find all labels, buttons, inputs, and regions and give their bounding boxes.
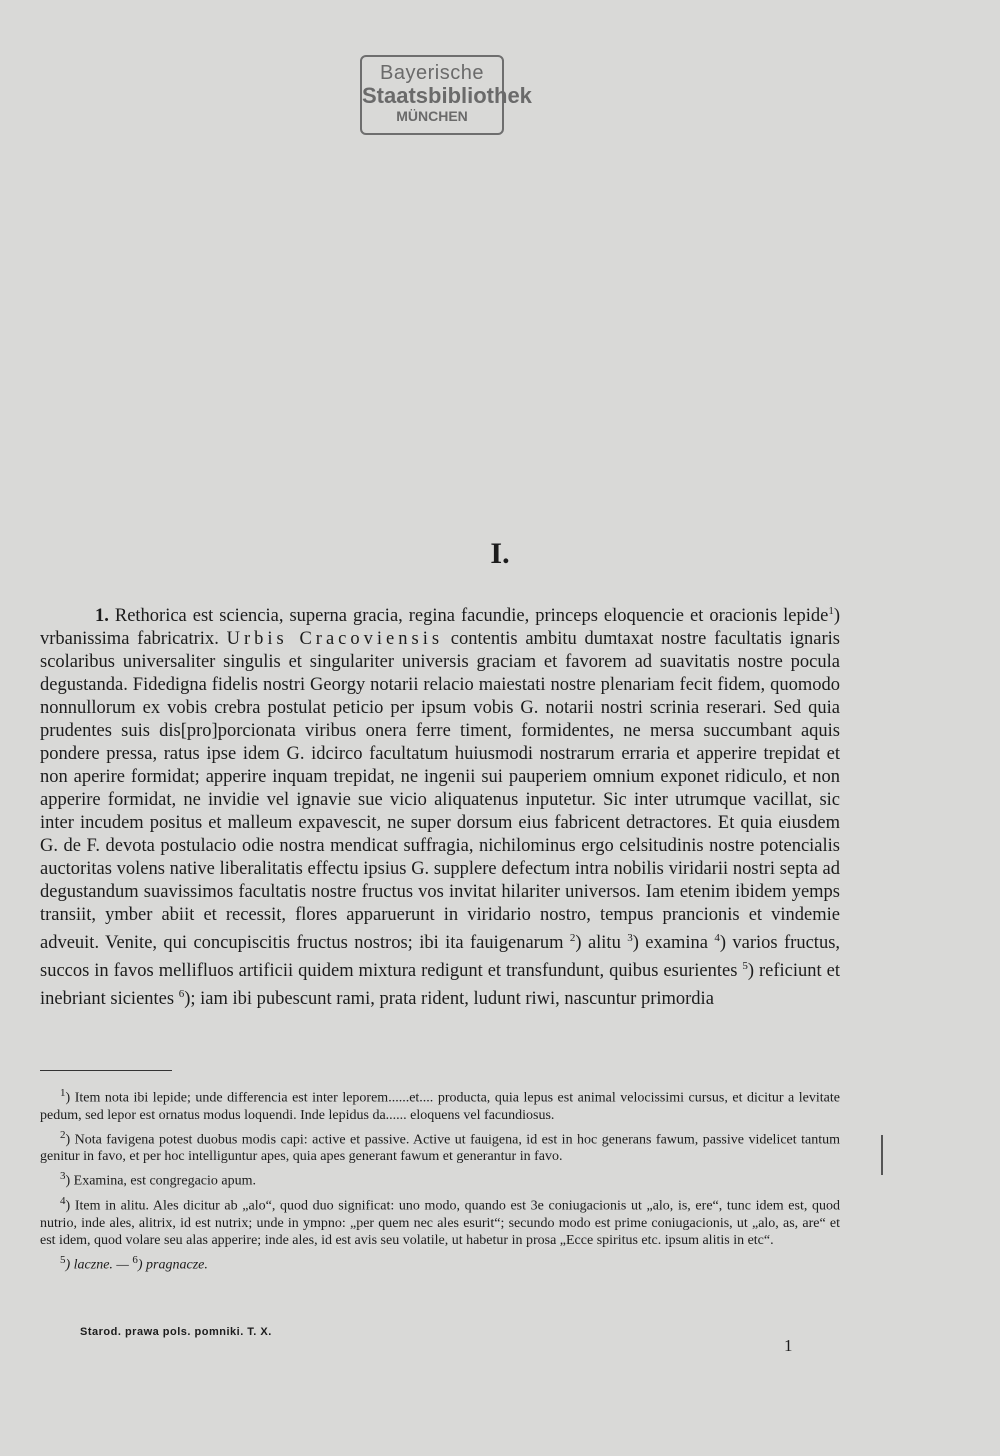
footnote-mark: 4: [60, 1194, 66, 1207]
text-h: ); iam ibi pubescunt rami, prata rident, ludunt riwi, nascuntur primordia: [184, 989, 714, 1010]
footnote: [40, 1168, 840, 1190]
stamp-line-3: MÜNCHEN: [396, 108, 468, 124]
footnote: [40, 1193, 840, 1249]
text-b: ) vrbanissima fabricatrix.: [40, 606, 840, 650]
footnote-text: ) Nota favigena potest duobus modis capi: active et passive. Active ut fauigena, id est in hoc generans fawum, passive videlicet tantum genitur in favo, et per hoc intelliguntur apes, quia apes generant fawum et generantur in favo.: [40, 1132, 840, 1165]
footnote-mark: 2: [60, 1128, 66, 1141]
paragraph-text: [40, 600, 840, 1012]
page-number: 1: [784, 1336, 793, 1355]
text-g: ) reficiunt et inebriant sicientes: [40, 961, 840, 1010]
paragraph-number: 1.: [95, 606, 109, 627]
spaced-phrase: Urbis Cracoviensis: [226, 629, 444, 650]
footnotes: [40, 1085, 840, 1276]
footnote-mark: 6: [132, 1253, 138, 1266]
text-a: Rethorica est sciencia, superna gracia, regina facundie, princeps eloquencie et oracionis lepide: [108, 606, 829, 627]
footnote-mark: 1: [60, 1087, 66, 1099]
stamp-line-1: Bayerische: [380, 62, 484, 84]
library-stamp: [360, 55, 532, 135]
text-d: ) alitu: [575, 933, 628, 954]
margin-mark: [881, 1135, 883, 1175]
footnote-text: ) Item in alitu. Ales dicitur ab „alo“, quod duo significat: uno modo, quando est 3e coniugacionis ut „alo, is, ere“, tunc idem est, quod nutrio, inde ales, alitrix, id est nutrix; unde in ympno: „per quem nec ales esurit“; secundo modo est prime coniugacionis, ut „alo, as, are“ et est idem, quod volare seu alas apperire; inde ales, id est avis seu volatile, ut habetur in prosa „Ecce spiritus etc. ipsum alitis in etc“.: [40, 1198, 840, 1248]
footnote-ref-6: 6: [178, 988, 185, 1001]
footnote: [40, 1252, 840, 1274]
text-e: ) examina: [632, 933, 715, 954]
text-c: contentis ambitu dumtaxat nostre facultatis ignaris scolaribus universaliter singulis et singulariter universis graciam et favorem ad suavitatis nostre pocula degustanda. Fidedigna fidelis nostri Georgy notarii relacio maiestati nostre plenariam fecit fidem, quomodo nonnullorum ex vobis crebra postulat peticio per ipsum vobis G. notarii nostri scrinia reserari. Sed quia prudentes suis dis[pro]porcionata viribus onera ferre timent, formidentes, ne mersa succumbant aquis pondere pressa, ratus ipse idem G. idcirco facultatum huiusmodi nostrarum erraria et apperire trepidat et non aperire formidat; apperire inquam trepidat, ne ingenii sui pauperiem omnium exponet ridiculo, et non apperire formidat, ne invidie vel ignavie sue vicio aliquatenus inputetur. Sic inter utrumque vacillat, sic inter incudem positus et malleum expavescit, ne super dorsum eius fabricent detractores. Et quia eiusdem G. de F. devota postulacio odie nostra mendicat suffragia, nichilominus ergo celsitudinis nostre potencialis auctoritas volens native liberalitatis effectu ipsius G. supplere defectum intra nobilis viridarii nostri septa ad degustandum suavissimos facultatis nostre fructus vos invitat hilariter universos. Iam etenim ibidem yemps transiit, ymber abiit et recessit, flores apparuerunt in viridario nostro, tempus prancionis et vindemie adveuit. Venite, qui concupiscitis fructus nostros; ibi ita fauigenarum: [40, 629, 840, 954]
footnote: [40, 1085, 840, 1124]
text-f: ) varios fructus, succos in favos mellifluos artificii quidem mixtura redigunt et transfundunt, quibus esurientes: [40, 933, 841, 982]
footnote-ref-4: 4: [714, 932, 720, 945]
footnote-divider: [40, 1070, 172, 1071]
footnote-text: ) Item nota ibi lepide; unde differencia est inter leporem......et.... producta, quia lepus est animal velocissimi cursus, et dicitur a levitate pedum, sed lepor est ornatus modus loquendi. Inde lepidus da...... eloquens vel facundiosus.: [40, 1090, 840, 1123]
main-paragraph: [40, 600, 840, 1012]
footnote-ref-5: 5: [742, 960, 748, 973]
footnote: [40, 1127, 840, 1166]
footnote-ref-2: 2: [569, 932, 576, 945]
footnote-ref-1: 1: [828, 605, 834, 617]
footnote-text: ) laczne. —: [65, 1257, 133, 1273]
stamp-line-2: Staatsbibliothek: [362, 83, 532, 108]
footnote-text: ) Examina, est congregacio apum.: [65, 1173, 256, 1189]
footnote-ref-3: 3: [627, 932, 633, 945]
section-heading: I.: [490, 537, 510, 570]
footnote-mark: 3: [60, 1170, 66, 1183]
signature-line: Starod. prawa pols. pomniki. T. X.: [80, 1326, 272, 1338]
footnote-mark: 5: [60, 1253, 66, 1266]
footnote-text: ) pragnacze.: [137, 1257, 208, 1273]
